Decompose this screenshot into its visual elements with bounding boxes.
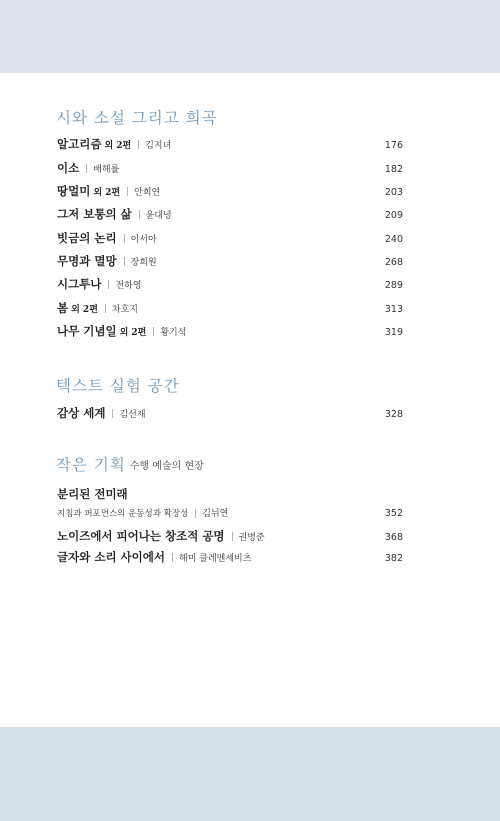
- entry-title: 그저 보통의 삶: [57, 207, 132, 221]
- entry-author: 안희연: [134, 188, 161, 198]
- entry-suffix: 외 2편: [71, 305, 98, 315]
- toc-entry[interactable]: [57, 323, 403, 339]
- toc-entry[interactable]: [57, 506, 403, 520]
- entry-subtitle: 지침과 퍼포먼스의 운동성과 확장성: [57, 509, 189, 519]
- separator: [138, 140, 139, 149]
- entry-author: 이서아: [130, 235, 157, 245]
- separator: [124, 257, 125, 266]
- entry-title: 감상 세계: [57, 406, 106, 420]
- separator: [232, 532, 233, 541]
- entry-page: 328: [384, 409, 403, 420]
- entry-heading: 분리된 전미래: [57, 487, 128, 501]
- top-band: [0, 0, 500, 73]
- entry-author: 해미 클레멘세비츠: [179, 554, 252, 564]
- bottom-band: [0, 727, 500, 821]
- entry-suffix: 외 2편: [104, 141, 132, 151]
- separator: [139, 210, 140, 219]
- entry-title: 땅멀미: [57, 184, 91, 198]
- toc-entry[interactable]: [57, 206, 403, 222]
- entry-page: 319: [384, 327, 403, 338]
- entry-page: 352: [384, 508, 403, 519]
- separator: [172, 553, 173, 562]
- entry-title: 빗금의 논리: [57, 231, 117, 245]
- section-title-text: 작은 기획: [56, 456, 126, 474]
- toc-heading[interactable]: [57, 486, 403, 502]
- section-title-experiment: 텍스트 실험 공간: [56, 377, 180, 395]
- entry-page: 268: [384, 257, 403, 268]
- toc-entry[interactable]: [57, 276, 403, 292]
- toc-entry[interactable]: [57, 528, 403, 544]
- section-title-special: [56, 453, 204, 475]
- entry-page: 203: [384, 187, 403, 198]
- entry-title: 나무 기념일: [57, 324, 117, 338]
- entry-author: 배해률: [93, 165, 120, 175]
- separator: [127, 187, 128, 196]
- toc-entry[interactable]: [57, 405, 403, 421]
- toc-entry[interactable]: [57, 300, 403, 316]
- entry-page: 289: [384, 280, 403, 291]
- entry-author: 김지녀: [145, 141, 172, 151]
- separator: [86, 164, 87, 173]
- entry-title: 봄: [57, 301, 69, 315]
- entry-page: 313: [384, 304, 403, 315]
- separator: [112, 409, 113, 418]
- entry-title: 알고리즘: [57, 137, 102, 151]
- entry-author: 김뉘연: [202, 509, 229, 519]
- separator: [108, 280, 109, 289]
- entry-author: 윤대녕: [145, 211, 172, 221]
- entry-page: 209: [384, 210, 403, 221]
- entry-author: 김선재: [119, 410, 146, 420]
- entry-title: 이소: [57, 161, 80, 175]
- separator: [153, 327, 154, 336]
- toc-entry[interactable]: [57, 183, 403, 199]
- entry-page: 382: [384, 553, 403, 564]
- separator: [105, 304, 106, 313]
- separator: [195, 509, 196, 518]
- entry-suffix: 외 2편: [119, 328, 147, 338]
- entry-page: 368: [384, 532, 403, 543]
- separator: [124, 234, 125, 243]
- toc-entry[interactable]: [57, 160, 403, 176]
- entry-page: 176: [384, 140, 403, 151]
- entry-author: 차호지: [111, 305, 138, 315]
- toc-entry[interactable]: [57, 549, 403, 565]
- entry-title: 시그투나: [57, 277, 102, 291]
- toc-entry[interactable]: [57, 230, 403, 246]
- toc-entry[interactable]: [57, 253, 403, 269]
- section-title-poetry: 시와 소설 그리고 희곡: [56, 109, 218, 127]
- entry-suffix: 외 2편: [93, 188, 121, 198]
- section-subtitle: 수행 예술의 현장: [129, 461, 204, 472]
- entry-title: 글자와 소리 사이에서: [57, 550, 165, 564]
- entry-author: 전하영: [115, 281, 142, 291]
- entry-author: 장희원: [130, 258, 157, 268]
- entry-author: 권병준: [238, 533, 265, 543]
- entry-page: 182: [384, 164, 403, 175]
- entry-title: 노이즈에서 피어나는 창조적 공명: [57, 529, 225, 543]
- entry-title: 무명과 멸망: [57, 254, 117, 268]
- toc-entry[interactable]: [57, 136, 403, 152]
- entry-author: 황기석: [160, 328, 187, 338]
- entry-page: 240: [384, 234, 403, 245]
